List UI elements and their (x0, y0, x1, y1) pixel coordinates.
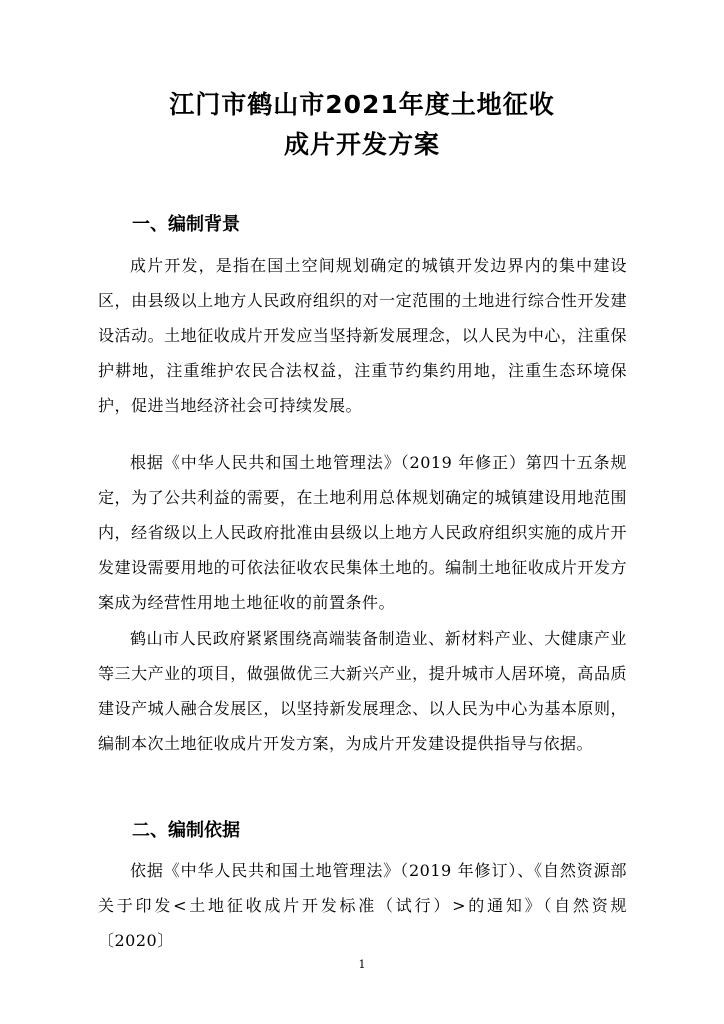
section-heading-background: 一、编制背景 (132, 214, 240, 235)
section-heading-basis: 二、编制依据 (132, 820, 240, 841)
document-title-line-2: 成片开发方案 (283, 130, 440, 159)
paragraph-heshan-plan: 鹤山市人民政府紧紧围绕高端装备制造业、新材料产业、大健康产业等三大产业的项目，做强做优三大新兴产业，提升城市人居环境，高品质建设产城人融合发展区，以坚持新发展理念、以人民为中心为基本原则，编制本次土地征收成片开发方案，为成片开发建设提供指导与依据。 (98, 629, 627, 753)
paragraph-basis-documents: 依据《中华人民共和国土地管理法》（2019 年修订）、《自然资源部关于印发<土地征收成片开发标准（试行）>的通知》（自然资规〔2020〕 (98, 861, 627, 950)
paragraph-legal-basis: 根据《中华人民共和国土地管理法》（2019 年修正）第四十五条规定，为了公共利益的需要，在土地利用总体规划确定的城镇建设用地范围内，经省级以上人民政府批准由县级以上地方人民政府组织实施的成片开发建设需要用地的可依法征收农民集体土地的。编制土地征收成片开发方案成为经营性用地土地征收的前置条件。 (98, 453, 627, 612)
page-number: 1 (358, 958, 366, 971)
document-title-line-1: 江门市鹤山市2021年度土地征收 (169, 90, 555, 119)
paragraph-definition: 成片开发，是指在国土空间规划确定的城镇开发边界内的集中建设区，由县级以上地方人民政府组织的对一定范围的土地进行综合性开发建设活动。土地征收成片开发应当坚持新发展理念，以人民为中心，注重保护耕地，注重维护农民合法权益，注重节约集约用地，注重生态环境保护，促进当地经济社会可持续发展。 (98, 256, 627, 415)
